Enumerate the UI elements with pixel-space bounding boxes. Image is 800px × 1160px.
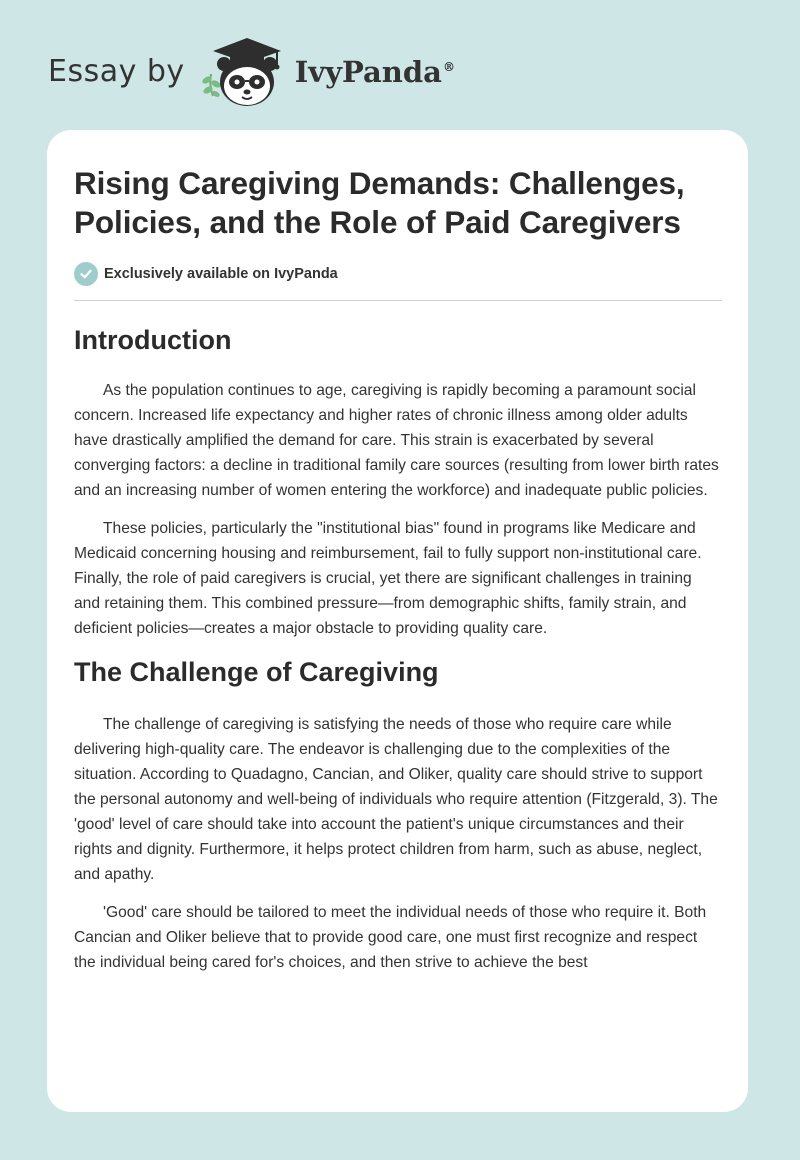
exclusive-badge-label: Exclusively available on IvyPanda <box>104 266 338 282</box>
paragraph: As the population continues to age, caregiving is rapidly becoming a paramount social concern. Increased life expectancy and higher rates of chronic illness among older adults have drastically amplified the demand for care. This strain is exacerbated by several converging factors: a decline in traditional family care sources (resulting from lower birth rates and an increasing number of women entering the workforce) and inadequate public policies. <box>74 382 719 499</box>
paragraph: 'Good' care should be tailored to meet the individual needs of those who require it. Both Cancian and Oliker believe that to provide good care, one must first recognize and respect the individual being cared for's choices, and then strive to achieve the best <box>74 904 707 971</box>
brand-header <box>48 34 455 110</box>
panda-logo-icon <box>197 34 293 110</box>
brand-prefix: Essay by <box>48 54 185 89</box>
brand-registered-mark: ® <box>442 59 455 74</box>
paragraph: These policies, particularly the "institutional bias" found in programs like Medicare and Medicaid concerning housing and reimbursement, fail to fully support non-institutional care. Finally, the role of paid caregivers is crucial, yet there are significant challenges in training and retaining them. This combined pressure—from demographic shifts, family strain, and deficient policies—creates a major obstacle to providing quality care. <box>74 520 702 637</box>
checkmark-icon <box>74 262 98 286</box>
section-challenge-of-caregiving <box>74 655 722 975</box>
section-introduction <box>74 323 722 641</box>
divider <box>74 300 722 301</box>
page-title: Rising Caregiving Demands: Challenges, Policies, and the Role of Paid Caregivers <box>74 165 685 240</box>
brand-name <box>294 54 455 89</box>
paragraph: The challenge of caregiving is satisfying the needs of those who require care while delivering high-quality care. The endeavor is challenging due to the complexities of the situation. According to Quadagno, Cancian, and Oliker, quality care should strive to support the personal autonomy and well-being of individuals who require attention (Fitzgerald, 3). The 'good' level of care should take into account the patient's unique circumstances and their rights and dignity. Furthermore, it helps protect children from harm, such as abuse, neglect, and apathy. <box>74 716 718 883</box>
section-heading: Introduction <box>74 325 232 355</box>
section-heading: The Challenge of Caregiving <box>74 657 439 687</box>
brand-name-text: IvyPanda <box>294 54 442 89</box>
essay-card <box>47 130 748 1112</box>
exclusive-badge <box>74 262 722 286</box>
